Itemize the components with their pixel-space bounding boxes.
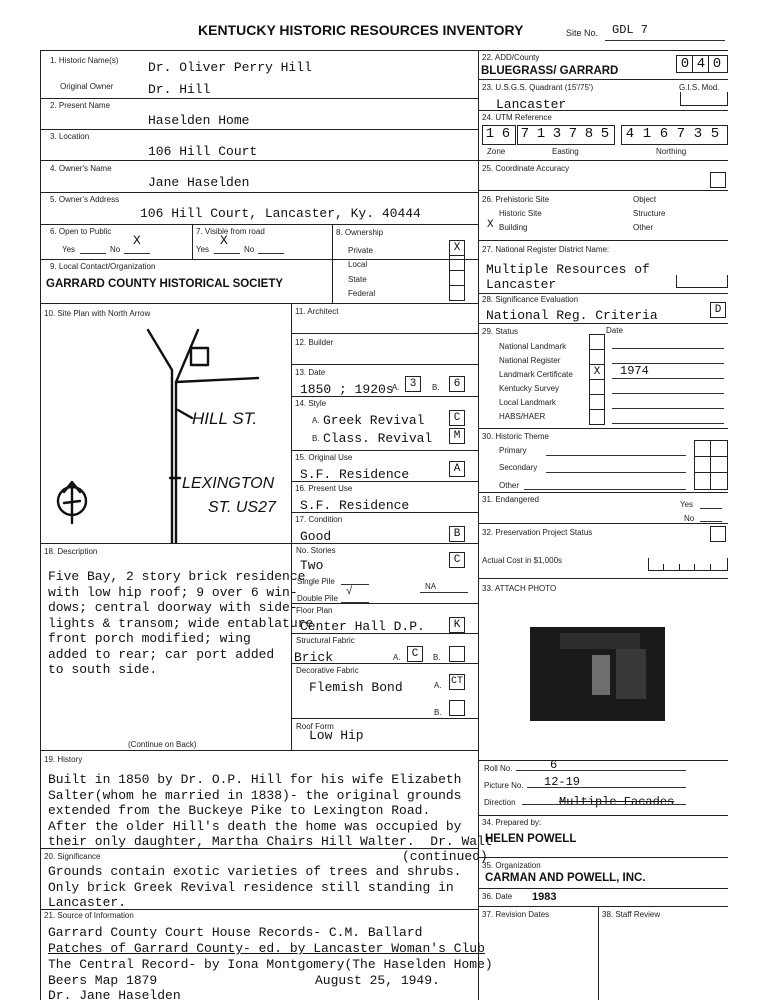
single-pile-label: Single Pile xyxy=(297,577,335,586)
structural-a: A. xyxy=(393,653,401,662)
status-national-register: National Register xyxy=(499,356,561,365)
status-box-4[interactable] xyxy=(589,379,605,395)
actual-cost-label: Actual Cost in $1,000s xyxy=(482,556,563,565)
endangered-label: 31. Endangered xyxy=(482,495,539,504)
source-line-1: Garrard County Court House Records- C.M. Ballard xyxy=(48,925,423,940)
site-plan-sketch xyxy=(40,318,290,543)
object-label: Object xyxy=(633,195,657,204)
structure-label: Structure xyxy=(633,209,666,218)
roll-no-value: 6 xyxy=(550,758,558,772)
status-label: 29. Status xyxy=(482,327,519,336)
district-name-label: 27. National Register District Name: xyxy=(482,245,610,254)
endangered-yes: Yes xyxy=(680,500,694,509)
ownership-local-box[interactable] xyxy=(449,255,465,271)
location-value: 106 Hill Court xyxy=(148,144,258,159)
utm-zone-label: Zone xyxy=(487,147,506,156)
status-box-1[interactable] xyxy=(589,334,605,350)
ownership-state: State xyxy=(348,275,367,284)
stories-value: Two xyxy=(300,558,324,573)
utm-easting-label: Easting xyxy=(552,147,579,156)
utm-n-d5: 3 xyxy=(693,126,703,142)
status-habs: HABS/HAER xyxy=(499,412,546,421)
building-mark: X xyxy=(487,219,494,231)
hill-st-label: HILL ST. xyxy=(192,409,258,428)
utm-e-d3: 3 xyxy=(552,126,562,142)
theme-other: Other xyxy=(499,481,520,490)
status-box-3[interactable]: X xyxy=(589,364,605,380)
continue-on-back: (Continue on Back) xyxy=(128,740,197,749)
utm-zone-d1: 1 xyxy=(485,126,495,142)
stories-label: No. Stories xyxy=(296,546,336,555)
sources-label: 21. Source of Information xyxy=(44,911,134,920)
ownership-federal: Federal xyxy=(348,289,376,298)
organization-label: 35. Organization xyxy=(482,861,541,870)
prepared-by-value: HELEN POWELL xyxy=(485,833,577,845)
district-name-value: Multiple Resources of xyxy=(486,262,650,277)
lexington-st-label: LEXINGTON xyxy=(182,475,275,492)
coordinate-accuracy-label: 25. Coordinate Accuracy xyxy=(482,164,570,173)
picture-no-label: Picture No. xyxy=(484,781,524,790)
roof-form-label: Roof Form xyxy=(296,722,334,731)
revision-dates-label: 37. Revision Dates xyxy=(482,910,550,919)
decorative-value: Flemish Bond xyxy=(309,680,403,695)
style-a-value: Greek Revival xyxy=(323,413,425,428)
decorative-b-box xyxy=(449,700,465,716)
preservation-status-label: 32. Preservation Project Status xyxy=(482,528,593,537)
significance-label: 20. Significance xyxy=(44,852,101,861)
present-use-value: S.F. Residence xyxy=(300,498,410,513)
open-yes-label: Yes xyxy=(62,245,76,254)
form-date-value: 1983 xyxy=(532,891,557,903)
description-text: Five Bay, 2 story brick residence with low hip roof; 9 over 6 win- dows; central doorway with side- lights & transom; wide entablature front porch modified; wing added to rear; car port added to south side. xyxy=(48,569,314,677)
builder-label: 12. Builder xyxy=(295,338,334,347)
form-title: KENTUCKY HISTORIC RESOURCES INVENTORY xyxy=(198,22,524,38)
present-name-label: 2. Present Name xyxy=(50,101,111,110)
gis-label: G.I.S. Mod. xyxy=(679,83,720,92)
source-line-4a: Beers Map 1879 xyxy=(48,973,158,988)
decorative-label: Decorative Fabric xyxy=(296,666,359,675)
utm-zone-d2: 6 xyxy=(501,126,511,142)
description-label: 18. Description xyxy=(44,547,98,556)
direction-value: Multiple Facades xyxy=(559,795,675,809)
status-date-label: Date xyxy=(606,326,623,335)
ownership-state-box[interactable] xyxy=(449,270,465,286)
utm-e-d2: 1 xyxy=(536,126,546,142)
status-box-5[interactable] xyxy=(589,394,605,410)
site-plan-label: 10. Site Plan with North Arrow xyxy=(44,309,151,318)
historic-name-label: 1. Historic Name(s) xyxy=(50,56,119,65)
date-b-label: B. xyxy=(432,383,440,392)
utm-label: 24. UTM Reference xyxy=(482,113,552,122)
structural-label: Structural Fabric xyxy=(296,636,355,645)
utm-e-d6: 5 xyxy=(600,126,610,142)
picture-no-value: 12-19 xyxy=(544,775,581,789)
open-no-label: No xyxy=(110,245,121,254)
decorative-a-code: CT xyxy=(449,674,465,690)
date-b-box: 6 xyxy=(449,376,465,392)
ownership-private: Private xyxy=(348,246,373,255)
structural-value: Brick xyxy=(294,650,334,665)
utm-n-d1: 4 xyxy=(625,126,635,142)
owners-address-label: 5. Owner's Address xyxy=(50,195,120,204)
location-label: 3. Location xyxy=(50,132,90,141)
open-mark: X xyxy=(133,233,141,248)
original-owner-value: Dr. Hill xyxy=(148,82,211,97)
source-line-4b: August 25, 1949. xyxy=(315,973,440,988)
significance-eval-value: National Reg. Criteria xyxy=(486,308,658,323)
county-code-1: 0 xyxy=(680,56,690,72)
lexington-st-label-2: ST. US27 xyxy=(208,499,276,516)
style-label: 14. Style xyxy=(295,399,327,408)
utm-n-d3: 6 xyxy=(659,126,669,142)
open-to-public-label: 6. Open to Public xyxy=(50,227,112,236)
landmark-cert-year: 1974 xyxy=(620,364,649,378)
form-date-label: 36. Date xyxy=(482,892,513,901)
local-contact-label: 9. Local Contact/Organization xyxy=(50,262,156,271)
history-label: 19. History xyxy=(44,755,83,764)
utm-n-d2: 1 xyxy=(642,126,652,142)
condition-label: 17. Condition xyxy=(295,515,343,524)
theme-secondary: Secondary xyxy=(499,463,538,472)
add-county-value: BLUEGRASS/ GARRARD xyxy=(481,65,619,77)
endangered-no: No xyxy=(684,514,695,523)
organization-value: CARMAN AND POWELL, INC. xyxy=(485,872,646,884)
source-line-3: The Central Record- by Iona Montgomery(The Haselden Home) xyxy=(48,957,493,972)
owners-name-value: Jane Haselden xyxy=(148,175,250,190)
direction-label: Direction xyxy=(484,798,516,807)
utm-e-d5: 8 xyxy=(584,126,594,142)
significance-text: Grounds contain exotic varieties of trees and shrubs. Only brick Greek Revival residence still standing in Lancaster. xyxy=(48,864,462,910)
style-b-label: B. xyxy=(312,434,320,443)
prepared-by-label: 34. Prepared by: xyxy=(482,818,542,827)
date-a-box: 3 xyxy=(405,376,421,392)
significance-eval-label: 28. Significance Evaluation xyxy=(482,295,579,304)
status-box-6[interactable] xyxy=(589,409,605,425)
style-b-value: Class. Revival xyxy=(323,431,433,446)
coordinate-accuracy-box[interactable] xyxy=(710,172,726,188)
county-code-3: 0 xyxy=(712,56,722,72)
na-label: NA xyxy=(425,582,437,591)
status-box-2[interactable] xyxy=(589,349,605,365)
utm-e-d1: 7 xyxy=(520,126,530,142)
quadrant-label: 23. U.S.G.S. Quadrant (15'/75') xyxy=(482,83,594,92)
original-use-value: S.F. Residence xyxy=(300,467,410,482)
site-no-label: Site No. xyxy=(566,28,599,38)
structural-b-box xyxy=(449,646,465,662)
utm-n-d4: 7 xyxy=(676,126,686,142)
add-county-label: 22. ADD/County xyxy=(482,53,540,62)
other-label: Other xyxy=(633,223,654,232)
decorative-a: A. xyxy=(434,681,442,690)
utm-n-d6: 5 xyxy=(710,126,720,142)
status-kentucky-survey: Kentucky Survey xyxy=(499,384,560,393)
present-use-label: 16. Present Use xyxy=(295,484,353,493)
ownership-private-box[interactable]: X xyxy=(449,240,465,256)
utm-northing-label: Northing xyxy=(656,147,687,156)
style-a-code: C xyxy=(449,410,465,426)
visible-road-label: 7. Visible from road xyxy=(196,227,265,236)
structural-a-code: C xyxy=(407,646,423,662)
date-value: 1850 ; 1920s xyxy=(300,382,394,397)
local-contact-value: GARRARD COUNTY HISTORICAL SOCIETY xyxy=(46,278,284,290)
stories-code: C xyxy=(449,552,465,568)
significance-eval-code: D xyxy=(710,302,726,318)
site-no-value: GDL 7 xyxy=(612,23,649,37)
preservation-status-box[interactable] xyxy=(710,526,726,542)
source-line-2: Patches of Garrard County- ed. by Lancaster Woman's Club xyxy=(48,941,485,956)
building-label: Building xyxy=(499,223,528,232)
history-continued: (continued) xyxy=(402,849,488,864)
floor-plan-code: K xyxy=(449,617,465,633)
condition-value: Good xyxy=(300,529,332,544)
historic-name-value: Dr. Oliver Perry Hill xyxy=(148,60,312,75)
architect-label: 11. Architect xyxy=(295,307,339,316)
theme-primary: Primary xyxy=(499,446,527,455)
prehistoric-site-label: 26. Prehistoric Site xyxy=(482,195,550,204)
quadrant-value: Lancaster xyxy=(496,97,567,112)
roof-form-value: Low Hip xyxy=(309,728,364,743)
source-line-5: Dr. Jane Haselden xyxy=(48,988,181,1003)
date-label: 13. Date xyxy=(295,368,326,377)
double-pile-mark: √ xyxy=(346,586,353,598)
original-use-label: 15. Original Use xyxy=(295,453,353,462)
utm-e-d4: 7 xyxy=(568,126,578,142)
style-a-label: A. xyxy=(312,416,320,425)
historic-site-label: Historic Site xyxy=(499,209,542,218)
present-name-value: Haselden Home xyxy=(148,113,250,128)
original-use-code: A xyxy=(449,461,465,477)
date-a-label: A. xyxy=(392,383,400,392)
staff-review-label: 38. Staff Review xyxy=(602,910,661,919)
double-pile-label: Double Pile xyxy=(297,594,338,603)
roll-no-label: Roll No. xyxy=(484,764,513,773)
county-code-2: 4 xyxy=(696,56,706,72)
visible-mark: X xyxy=(220,233,228,248)
owners-name-label: 4. Owner's Name xyxy=(50,164,112,173)
house-photo xyxy=(530,627,665,721)
status-local-landmark: Local Landmark xyxy=(499,398,556,407)
visible-no-label: No xyxy=(244,245,255,254)
history-text: Built in 1850 by Dr. O.P. Hill for his wife Elizabeth Salter(whom he married in 1838)- the original grounds extended from the Buckeye Pike to Lexington Road. After the older Hill's death the home was occupied by their only daughter, Martha Chairs Hill Walter. Dr. Walt xyxy=(48,772,493,849)
decorative-b: B. xyxy=(434,708,442,717)
attach-photo-label: 33. ATTACH PHOTO xyxy=(482,584,557,593)
ownership-label: 8. Ownership xyxy=(336,228,384,237)
district-name-value-2: Lancaster xyxy=(486,277,557,292)
status-national-landmark: National Landmark xyxy=(499,342,567,351)
floor-plan-value: Center Hall D.P. xyxy=(300,619,425,634)
condition-code: B xyxy=(449,526,465,542)
owners-address-value: 106 Hill Court, Lancaster, Ky. 40444 xyxy=(140,206,421,221)
ownership-federal-box[interactable] xyxy=(449,285,465,301)
visible-yes-label: Yes xyxy=(196,245,210,254)
structural-b: B. xyxy=(433,653,441,662)
original-owner-label: Original Owner xyxy=(60,82,114,91)
status-landmark-cert: Landmark Certificate xyxy=(499,370,573,379)
floor-plan-label: Floor Plan xyxy=(296,606,333,615)
ownership-local: Local xyxy=(348,260,368,269)
historic-theme-label: 30. Historic Theme xyxy=(482,432,549,441)
style-b-code: M xyxy=(449,428,465,444)
